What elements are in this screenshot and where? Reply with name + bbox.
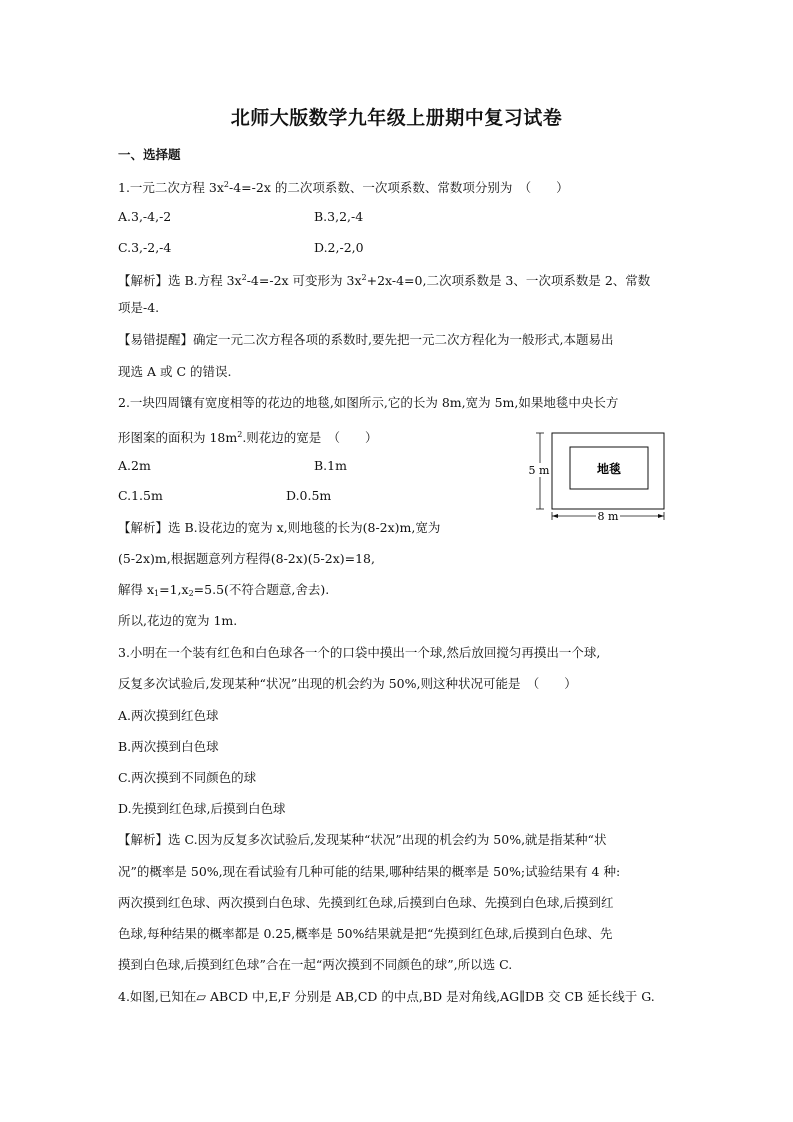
q1-analysis-line2: 项是-4. (118, 300, 160, 315)
q1-option-d: D.2,-2,0 (314, 240, 364, 255)
q3-option-b: B.两次摸到白色球 (118, 739, 219, 754)
q3-analysis-line3: 两次摸到红色球、两次摸到白色球、先摸到红色球,后摸到白色球、先摸到白色球,后摸到红 (118, 895, 614, 910)
q3-analysis-line5: 摸到白色球,后摸到红色球”合在一起“两次摸到不同颜色的球”,所以选 C. (118, 957, 513, 972)
q1-stem: 1.一元二次方程 $3x^2-4=-2x$ 的二次项系数、一次项系数、常数项分别为 （ ） (118, 180, 569, 195)
height-label: 5 m (528, 464, 550, 477)
q1-analysis-line1: 【解析】选 B.方程 $3x^2-4=-2x$ 可变形为 $3x^2+2x-4=0$,二次项系数是 3、一次项系数是 2、常数 (118, 273, 651, 288)
q1-option-b: B.3,2,-4 (314, 209, 364, 224)
q3-stem-line1: 3.小明在一个装有红色和白色球各一个的口袋中摸出一个球,然后放回搅匀再摸出一个球, (118, 645, 601, 660)
q3-analysis-line4: 色球,每种结果的概率都是 0.25,概率是 50%结果就是把“先摸到红色球,后摸到白色球、先 (118, 926, 613, 941)
q1-tip-line2: 现选 A 或 C 的错误. (118, 364, 232, 379)
q3-stem-line2: 反复多次试验后,发现某种“状况”出现的机会约为 50%,则这种状况可能是 （ ） (118, 676, 577, 691)
carpet-label: 地毯 (596, 462, 622, 476)
q2-analysis-line4: 所以,花边的宽为 1m. (118, 613, 238, 628)
q1-option-c: C.3,-2,-4 (118, 240, 172, 255)
q2-stem-line1: 2.一块四周镶有宽度相等的花边的地毯,如图所示,它的长为 8m,宽为 5m,如果地毯中央长方 (118, 395, 619, 410)
width-label: 8 m (597, 510, 619, 523)
q2-analysis-line3: 解得 $x_1=1,x_2=5.5$(不符合题意,舍去). (118, 582, 330, 598)
q3-option-c: C.两次摸到不同颜色的球 (118, 770, 257, 785)
q4-stem-line1: 4.如图,已知在▱ ABCD 中,E,F 分别是 AB,CD 的中点,BD 是对角线,AG∥DB 交 CB 延长线于 G. (118, 989, 655, 1004)
q2-analysis-line2: (5-2x)m,根据题意列方程得(8-2x)(5-2x)=18, (118, 551, 375, 566)
q3-analysis-line1: 【解析】选 C.因为反复多次试验后,发现某种“状况”出现的机会约为 50%,就是指某种“状 (118, 832, 607, 847)
q2-option-a: A.2m (118, 458, 151, 473)
q2-option-d: D.0.5m (286, 488, 332, 503)
q3-analysis-line2: 况”的概率是 50%,现在看试验有几种可能的结果,哪种结果的概率是 50%;试验结果有 4 种: (118, 864, 621, 879)
q2-option-c: C.1.5m (118, 488, 163, 503)
q2-analysis-line1: 【解析】选 B.设花边的宽为 x,则地毯的长为(8-2x)m,宽为 (118, 520, 441, 535)
q1-option-a: A.3,-4,-2 (118, 209, 172, 224)
q3-option-a: A.两次摸到红色球 (118, 708, 219, 723)
section-heading: 一、选择题 (118, 147, 181, 162)
q3-option-d: D.先摸到红色球,后摸到白色球 (118, 801, 286, 816)
q2-stem-line2: 形图案的面积为 $18m^2$.则花边的宽是 （ ） (118, 430, 378, 445)
carpet-figure (528, 430, 678, 525)
q2-option-b: B.1m (314, 458, 347, 473)
q1-tip-line1: 【易错提醒】确定一元二次方程各项的系数时,要先把一元二次方程化为一般形式,本题易出 (118, 332, 614, 347)
page-title: 北师大版数学九年级上册期中复习试卷 (230, 107, 563, 129)
